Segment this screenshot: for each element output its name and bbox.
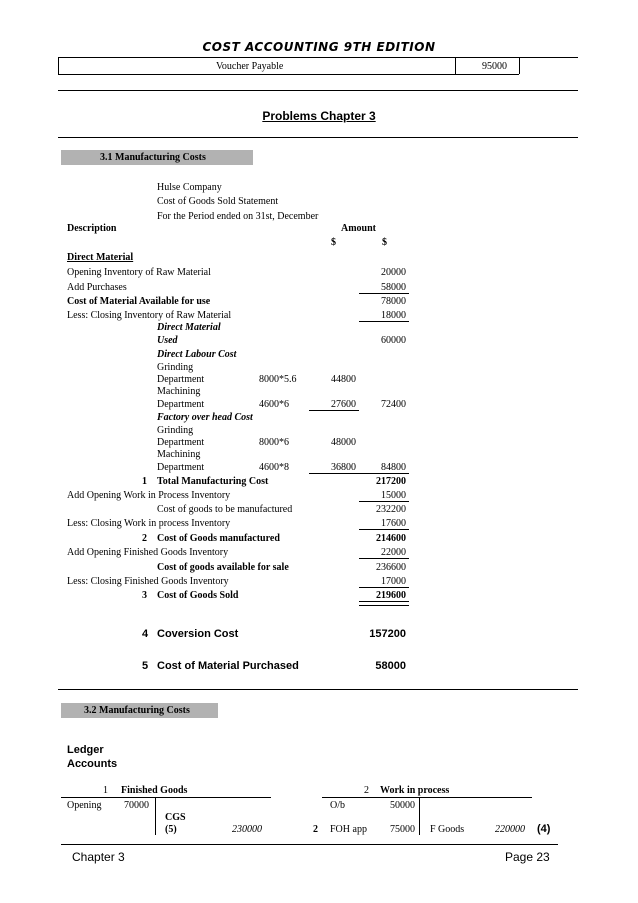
direct-material-heading: Direct Material [67,252,134,263]
row-value: 78000 [381,296,406,307]
company-name: Hulse Company [157,182,222,193]
wip-ref-number: 2 [313,824,318,835]
document-header-title: COST ACCOUNTING 9TH EDITION [202,40,436,54]
row-value: 18000 [381,310,406,321]
cogas-label: Cost of goods available for sale [157,562,289,573]
foh-grinding-2: Department [157,437,205,448]
row-label: Opening Inventory of Raw Material [67,267,211,278]
dm-used-label-1: Direct Material [157,322,221,333]
row-label: Less: Closing Inventory of Raw Material [67,310,232,321]
voucher-payable-amount: 95000 [482,61,507,72]
wip-fg-label: F Goods [430,824,465,835]
foh-grinding-calc: 8000*6 [259,437,289,448]
ledger-heading-1: Ledger [67,744,104,756]
wip-fg-value: 220000 [495,824,525,835]
account-1-name: Finished Goods [121,785,188,796]
add-fg-label: Add Opening Finished Goods Inventory [67,547,229,558]
wip-fg-ref: (4) [537,823,551,835]
cogm-number: 2 [142,533,147,544]
foh-total: 84800 [381,462,406,473]
cogas-value: 236600 [376,562,406,573]
tmc-label: Total Manufacturing Cost [157,476,269,487]
foh-machining-calc: 4600*8 [259,462,289,473]
less-wip-value: 17600 [381,518,406,529]
dl-grinding-value: 44800 [331,374,356,385]
less-fg-label: Less: Closing Finished Goods Inventory [67,576,229,587]
cogs-number: 3 [142,590,147,601]
foh-machining-1: Machining [157,449,201,460]
tmc-value: 217200 [376,476,406,487]
wip-ob-label: O/b [330,800,345,811]
dm-used-value: 60000 [381,335,406,346]
dl-grinding-1: Grinding [157,362,194,373]
dl-machining-calc: 4600*6 [259,399,289,410]
account-1-number: 1 [103,785,108,796]
dl-grinding-2: Department [157,374,205,385]
statement-name: Cost of Goods Sold Statement [157,196,279,207]
add-wip-label: Add Opening Work in Process Inventory [67,490,231,501]
foh-grinding-1: Grinding [157,425,194,436]
fg-opening-value: 70000 [124,800,149,811]
footer-chapter: Chapter 3 [72,850,125,864]
purchased-label: Cost of Material Purchased [157,660,299,672]
foh-heading: Factory over head Cost [157,412,253,423]
footer-page-number: Page 23 [505,850,550,864]
foh-machining-value: 36800 [331,462,356,473]
fg-cgs-ref: (5) [165,824,177,835]
tmc-number: 1 [142,476,147,487]
wip-foh-label: FOH app [330,824,367,835]
dl-machining-value: 27600 [331,399,356,410]
page-title: Problems Chapter 3 [262,109,376,123]
fg-cgs-value: 230000 [232,824,262,835]
cogm-value: 214600 [376,533,406,544]
conversion-number: 4 [142,628,149,640]
dl-machining-1: Machining [157,386,201,397]
wip-foh-value: 75000 [390,824,415,835]
col-description: Description [67,223,117,234]
less-fg-value: 17000 [381,576,406,587]
dm-used-label-2: Used [157,335,178,346]
purchased-number: 5 [142,660,149,672]
ledger-heading-2: Accounts [67,758,118,770]
row-label: Cost of Material Available for use [67,296,211,307]
account-2-number: 2 [364,785,369,796]
dl-total: 72400 [381,399,406,410]
row-label: Add Purchases [67,282,127,293]
fg-opening-label: Opening [67,800,102,811]
dl-grinding-calc: 8000*5.6 [259,374,297,385]
voucher-payable-label: Voucher Payable [216,61,284,72]
dl-machining-2: Department [157,399,205,410]
foh-grinding-value: 48000 [331,437,356,448]
add-wip-value: 15000 [381,490,406,501]
cogs-value: 219600 [376,590,406,601]
section-heading-3-2: 3.2 Manufacturing Costs [84,705,190,716]
row-value: 20000 [381,267,406,278]
cogm-to-value: 232200 [376,504,406,515]
wip-ob-value: 50000 [390,800,415,811]
less-wip-label: Less: Closing Work in process Inventory [67,518,231,529]
cogs-label: Cost of Goods Sold [157,590,239,601]
add-fg-value: 22000 [381,547,406,558]
section-heading-3-1: 3.1 Manufacturing Costs [100,152,206,163]
fg-cgs-label: CGS [165,812,186,823]
cogm-to-label: Cost of goods to be manufactured [157,504,293,515]
direct-labour-heading: Direct Labour Cost [157,349,237,360]
row-value: 58000 [381,282,406,293]
foh-machining-2: Department [157,462,205,473]
conversion-label: Coversion Cost [157,628,239,640]
purchased-value: 58000 [375,660,406,672]
col-amount: Amount [341,223,377,234]
account-2-name: Work in process [380,785,450,796]
cogm-label: Cost of Goods manufactured [157,533,280,544]
conversion-value: 157200 [369,628,406,640]
statement-period: For the Period ended on 31st, December [157,211,319,222]
col-currency-1: $ [331,237,336,248]
col-currency-2: $ [382,237,387,248]
